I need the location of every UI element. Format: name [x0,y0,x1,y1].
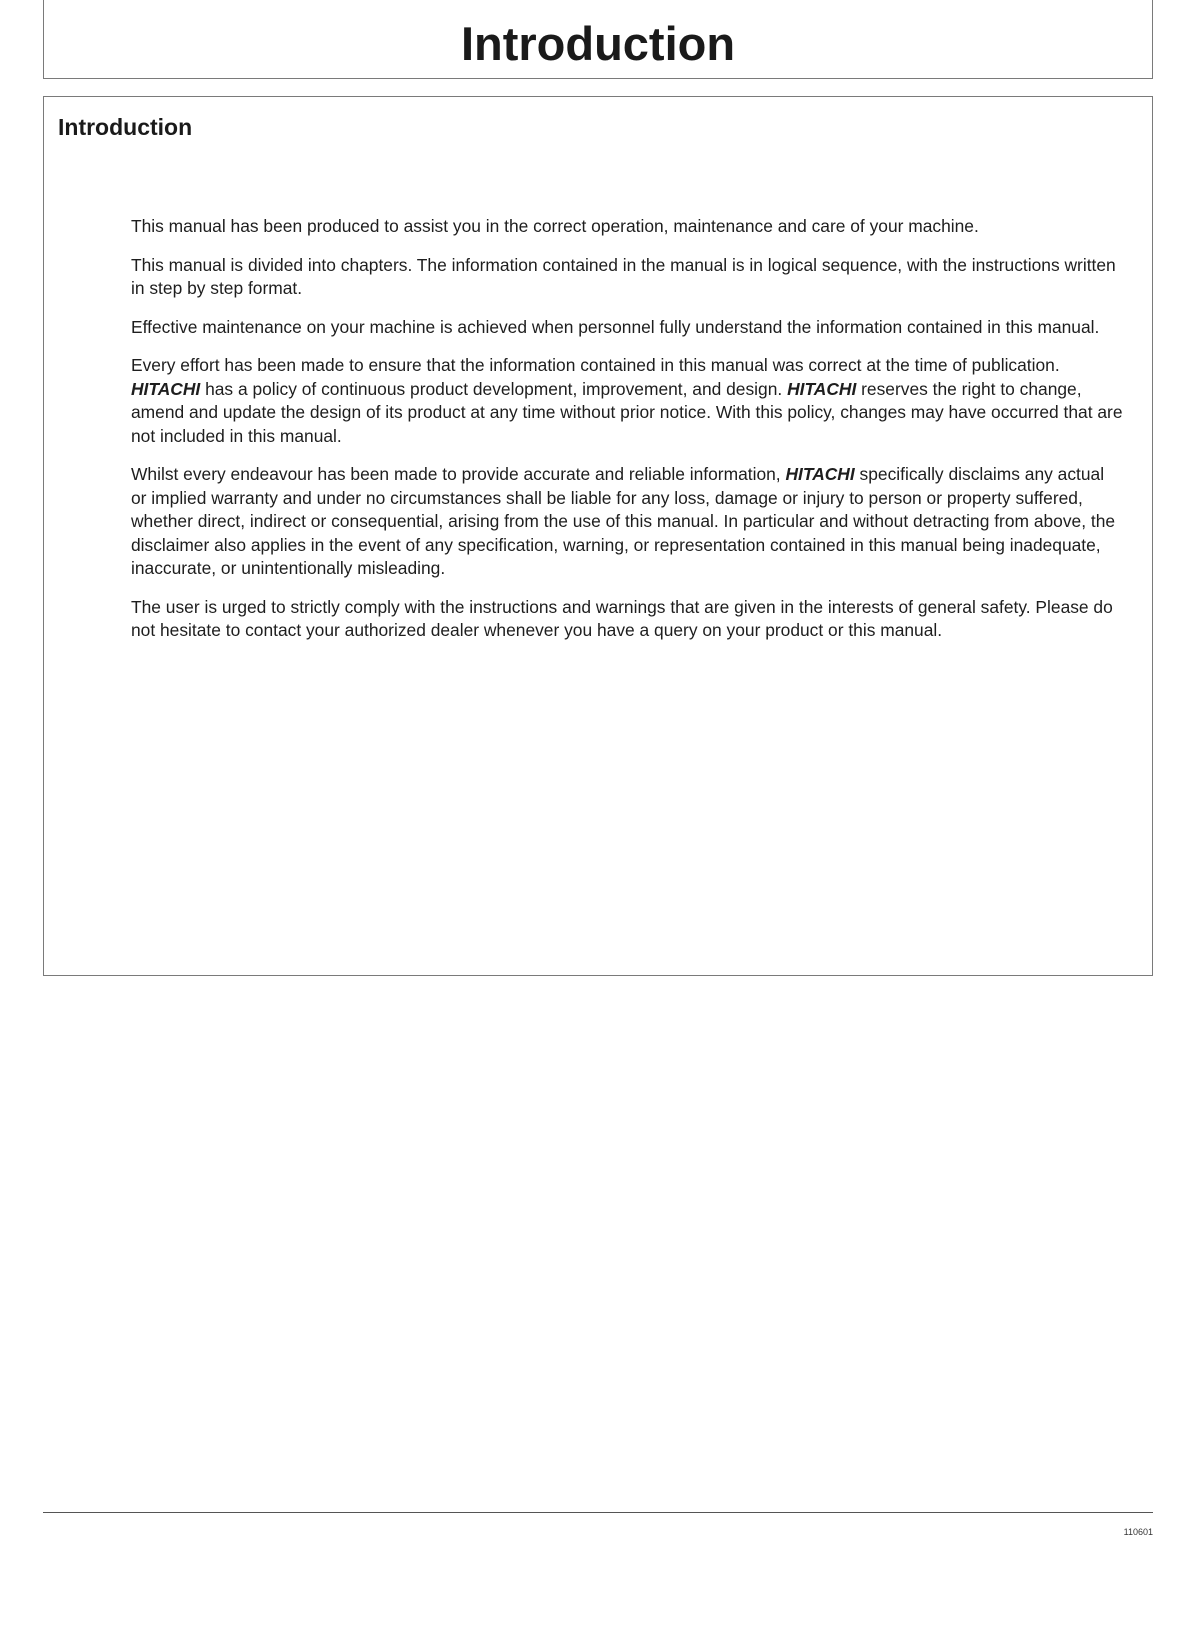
body-text [131,215,1124,658]
paragraph-1 [131,215,1124,239]
paragraph-2 [131,254,1124,301]
paragraph-2-text: This manual is divided into chapters. The information contained in the manual is in logical sequence, with the instructions written in step by step format. [131,254,1116,298]
brand-name: HITACHI [131,378,201,399]
footer-divider [43,1512,1153,1513]
section-heading: Introduction [58,114,193,140]
brand-name: HITACHI [787,378,857,399]
page-code: 110601 [1123,1527,1153,1537]
paragraph-6 [131,596,1124,643]
paragraph-4-text-a: Every effort has been made to ensure that the information contained in this manual was correct at the time of publication. [131,355,1060,375]
brand-name: HITACHI [785,464,855,484]
title-box [43,0,1153,79]
paragraph-3-text: Effective maintenance on your machine is achieved when personnel fully understand the information contained in this manual. [131,316,1100,337]
page-title: Introduction [460,17,736,70]
paragraph-6-text: The user is urged to strictly comply with the instructions and warnings that are given in the interests of general safety. Please do not hesitate to contact your authorized dealer whenever you have a query on your product or this manual. [131,596,1113,640]
paragraph-4-text-b: has a policy of continuous product development, improvement, and design. [205,378,783,399]
paragraph-5-text-b: specifically disclaims any actual or implied warranty and under no circumstances shall be liable for any loss, damage or injury to person or property suffered, whether direct, indirect or consequential, arising from the use of this manual. In particular and without detracting from above, the disclaimer also applies in the event of any specification, warning, or representation contained in this manual being inadequate, inaccurate, or unintentionally misleading. [131,464,1116,578]
content-box [43,96,1153,976]
paragraph-5 [131,463,1124,581]
paragraph-4-text-c: reserves the right to change, amend and update the design of its product at any time without prior notice. With this policy, changes may have occurred that are not included in this manual. [131,378,1123,446]
paragraph-4 [131,354,1124,448]
paragraph-5-text-a: Whilst every endeavour has been made to provide accurate and reliable information, [131,464,781,484]
paragraph-3 [131,316,1124,340]
paragraph-1-text: This manual has been produced to assist you in the correct operation, maintenance and care of your machine. [131,216,979,236]
